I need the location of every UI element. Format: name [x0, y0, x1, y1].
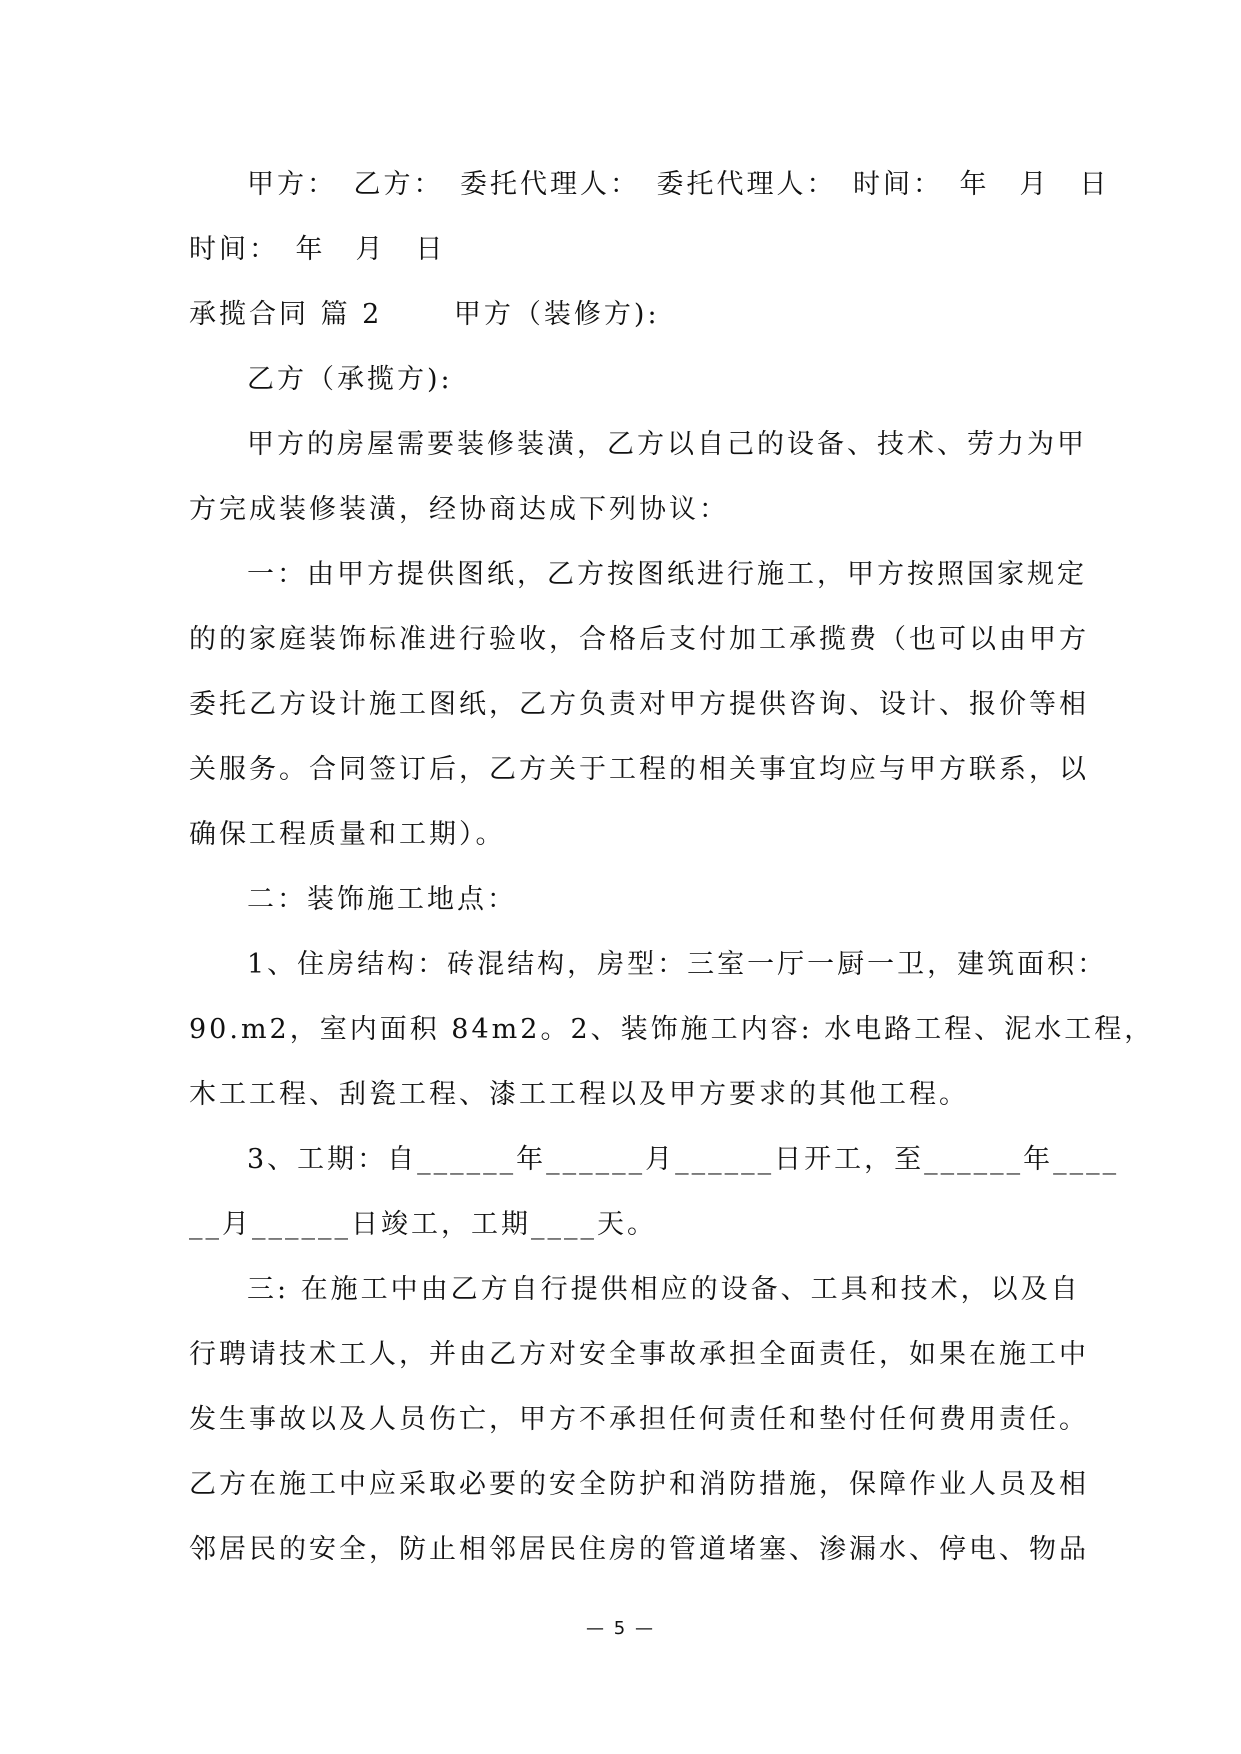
paragraph-line: 行聘请技术工人，并由乙方对安全事故承担全面责任，如果在施工中 — [189, 1339, 1089, 1370]
paragraph-line: 发生事故以及人员伤亡，甲方不承担任何责任和垫付任何费用责任。 — [189, 1404, 1089, 1435]
document-body — [189, 152, 1155, 1582]
paragraph-line: 的的家庭装饰标准进行验收，合格后支付加工承揽费（也可以由甲方 — [189, 624, 1089, 655]
date-line: 时间： 年 月 日 — [189, 234, 446, 265]
paragraph-line: 一：由甲方提供图纸，乙方按图纸进行施工，甲方按照国家规定 — [247, 559, 1087, 590]
schedule-line: __月______日竣工，工期____天。 — [189, 1209, 657, 1240]
schedule-line: 3、工期：自______年______月______日开工，至______年____ — [247, 1144, 1120, 1175]
paragraph-line: 90.m2，室内面积 84m2。2、装饰施工内容: 水电路工程、泥水工程， — [189, 1014, 1155, 1045]
paragraph-line: 甲方的房屋需要装修装潢，乙方以自己的设备、技术、劳力为甲 — [247, 429, 1087, 460]
signature-line: 甲方： 乙方： 委托代理人： 委托代理人： 时间： 年 月 日 — [247, 169, 1110, 200]
paragraph-line: 确保工程质量和工期）。 — [189, 819, 506, 850]
paragraph-line: 方完成装修装潢，经协商达成下列协议： — [189, 494, 729, 525]
paragraph-line: 木工工程、刮瓷工程、漆工工程以及甲方要求的其他工程。 — [189, 1079, 969, 1110]
paragraph-line: 邻居民的安全，防止相邻居民住房的管道堵塞、渗漏水、停电、物品 — [189, 1534, 1089, 1565]
contract-heading: 承揽合同 篇 2 甲方（装修方): — [189, 299, 660, 330]
section-heading: 二：装饰施工地点： — [247, 884, 517, 915]
paragraph-line: 关服务。合同签订后，乙方关于工程的相关事宜均应与甲方联系，以 — [189, 754, 1089, 785]
paragraph-line: 委托乙方设计施工图纸，乙方负责对甲方提供咨询、设计、报价等相 — [189, 689, 1089, 720]
paragraph-line: 三: 在施工中由乙方自行提供相应的设备、工具和技术，以及自 — [247, 1274, 1081, 1305]
paragraph-line: 乙方在施工中应采取必要的安全防护和消防措施，保障作业人员及相 — [189, 1469, 1089, 1500]
party-b-line: 乙方（承揽方): — [247, 364, 453, 395]
page-number: — 5 — — [586, 1618, 655, 1639]
paragraph-line: 1、住房结构：砖混结构，房型：三室一厅一厨一卫，建筑面积： — [247, 949, 1108, 980]
